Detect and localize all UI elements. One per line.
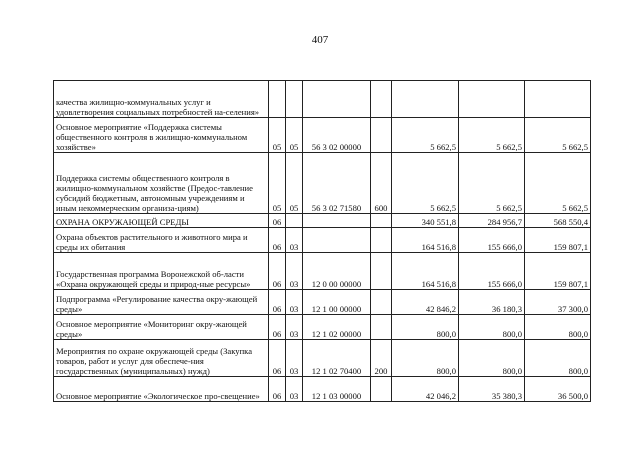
table-row <box>54 315 591 340</box>
row-amount-year-2: 155 666,0 <box>459 253 525 290</box>
row-amount-year-1: 42 046,2 <box>392 377 459 402</box>
row-amount-year-3: 159 807,1 <box>525 253 591 290</box>
table-row <box>54 290 591 315</box>
row-amount-year-1: 5 662,5 <box>392 153 459 214</box>
row-section: 06 <box>269 340 286 377</box>
row-subsection: 03 <box>286 377 303 402</box>
table-row <box>54 81 591 118</box>
table-row <box>54 340 591 377</box>
row-amount-year-1: 800,0 <box>392 315 459 340</box>
row-amount-year-2: 5 662,5 <box>459 118 525 153</box>
row-subsection: 03 <box>286 340 303 377</box>
row-amount-year-2: 800,0 <box>459 340 525 377</box>
row-expense-type <box>371 81 392 118</box>
row-amount-year-1: 5 662,5 <box>392 118 459 153</box>
row-section: 06 <box>269 290 286 315</box>
row-amount-year-2: 800,0 <box>459 315 525 340</box>
row-target-article <box>303 81 371 118</box>
table-row <box>54 118 591 153</box>
row-amount-year-1 <box>392 81 459 118</box>
row-name: Основное мероприятие «Экологическое про-свещение» <box>54 377 269 402</box>
row-target-article: 12 1 03 00000 <box>303 377 371 402</box>
table-row <box>54 153 591 214</box>
row-expense-type: 600 <box>371 153 392 214</box>
row-amount-year-1: 340 551,8 <box>392 214 459 228</box>
row-amount-year-2 <box>459 81 525 118</box>
row-target-article: 12 1 02 00000 <box>303 315 371 340</box>
row-section: 05 <box>269 153 286 214</box>
row-expense-type <box>371 315 392 340</box>
row-subsection: 03 <box>286 315 303 340</box>
table-row <box>54 377 591 402</box>
row-target-article: 56 3 02 71580 <box>303 153 371 214</box>
row-subsection <box>286 81 303 118</box>
row-target-article <box>303 214 371 228</box>
row-expense-type <box>371 228 392 253</box>
row-name: Охрана объектов растительного и животного мира и среды их обитания <box>54 228 269 253</box>
row-amount-year-1: 164 516,8 <box>392 253 459 290</box>
row-amount-year-3 <box>525 81 591 118</box>
row-amount-year-2: 155 666,0 <box>459 228 525 253</box>
row-amount-year-2: 36 180,3 <box>459 290 525 315</box>
row-name: Поддержка системы общественного контроля в жилищно-коммунальном хозяйстве (Предос-тавление субсидий бюджетным, автономным учреждениям и иным некоммерческим организа-циям) <box>54 153 269 214</box>
row-subsection: 03 <box>286 290 303 315</box>
page-number: 407 <box>311 34 329 46</box>
row-amount-year-1: 800,0 <box>392 340 459 377</box>
row-section: 06 <box>269 315 286 340</box>
row-name: Основное мероприятие «Поддержка системы общественного контроля в жилищно-коммунальном хозяйстве» <box>54 118 269 153</box>
row-amount-year-2: 284 956,7 <box>459 214 525 228</box>
row-amount-year-1: 164 516,8 <box>392 228 459 253</box>
row-section: 06 <box>269 253 286 290</box>
row-expense-type: 200 <box>371 340 392 377</box>
row-expense-type <box>371 214 392 228</box>
row-amount-year-3: 5 662,5 <box>525 153 591 214</box>
row-name: Основное мероприятие «Мониторинг окру-жающей среды» <box>54 315 269 340</box>
row-section: 06 <box>269 228 286 253</box>
row-target-article <box>303 228 371 253</box>
row-amount-year-3: 159 807,1 <box>525 228 591 253</box>
row-amount-year-3: 36 500,0 <box>525 377 591 402</box>
row-section: 05 <box>269 118 286 153</box>
row-amount-year-3: 568 550,4 <box>525 214 591 228</box>
row-subsection: 03 <box>286 253 303 290</box>
row-subsection: 05 <box>286 153 303 214</box>
table-row <box>54 253 591 290</box>
row-subsection: 03 <box>286 228 303 253</box>
row-expense-type <box>371 253 392 290</box>
row-target-article: 12 1 02 70400 <box>303 340 371 377</box>
budget-table <box>53 80 591 402</box>
row-amount-year-3: 800,0 <box>525 340 591 377</box>
row-amount-year-2: 35 380,3 <box>459 377 525 402</box>
row-expense-type <box>371 118 392 153</box>
row-target-article: 56 3 02 00000 <box>303 118 371 153</box>
row-name: Мероприятия по охране окружающей среды (Закупка товаров, работ и услуг для обеспече-ния государственных (муниципальных) нужд) <box>54 340 269 377</box>
row-subsection <box>286 214 303 228</box>
row-name: ОХРАНА ОКРУЖАЮЩЕЙ СРЕДЫ <box>54 214 269 228</box>
row-amount-year-3: 800,0 <box>525 315 591 340</box>
row-expense-type <box>371 290 392 315</box>
row-section: 06 <box>269 377 286 402</box>
row-name: Государственная программа Воронежской об-ласти «Охрана окружающей среды и природ-ные ресурсы» <box>54 253 269 290</box>
row-amount-year-3: 37 300,0 <box>525 290 591 315</box>
row-expense-type <box>371 377 392 402</box>
row-amount-year-2: 5 662,5 <box>459 153 525 214</box>
table-row <box>54 214 591 228</box>
row-section <box>269 81 286 118</box>
row-target-article: 12 0 00 00000 <box>303 253 371 290</box>
row-target-article: 12 1 00 00000 <box>303 290 371 315</box>
row-amount-year-1: 42 846,2 <box>392 290 459 315</box>
row-name: Подпрограмма «Регулирование качества окру-жающей среды» <box>54 290 269 315</box>
row-subsection: 05 <box>286 118 303 153</box>
row-name: качества жилищно-коммунальных услуг и удовлетворения социальных потребностей на-селения» <box>54 81 269 118</box>
table-row <box>54 228 591 253</box>
row-section: 06 <box>269 214 286 228</box>
row-amount-year-3: 5 662,5 <box>525 118 591 153</box>
